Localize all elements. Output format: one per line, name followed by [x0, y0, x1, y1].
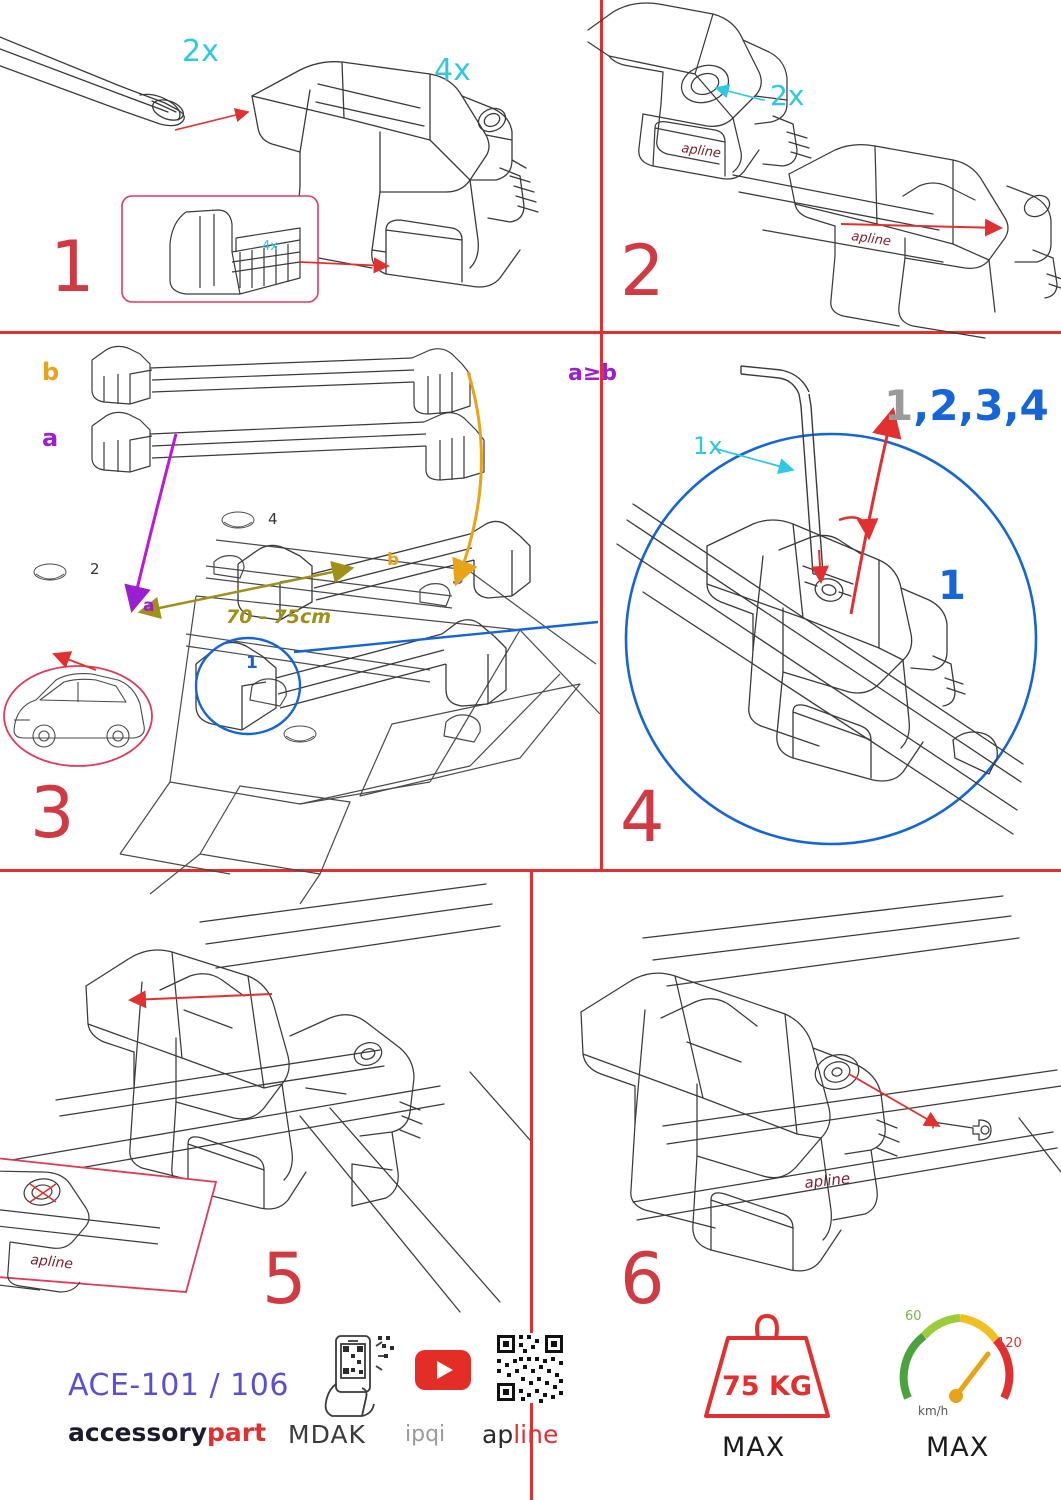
apline-line-text: line [513, 1420, 559, 1449]
svg-text:3: 3 [452, 569, 464, 589]
step-3-arrow-b-label: b [387, 550, 400, 570]
step-1-qty-foot: 4x [434, 53, 471, 88]
max-weight-icon [692, 1310, 842, 1420]
max-weight-value: 75 KG [721, 1371, 813, 1402]
brand-part-text: part [207, 1418, 267, 1447]
svg-text:apline: apline [29, 1252, 74, 1273]
step-3-arrow-a-label: a [143, 596, 155, 616]
svg-text:apline: apline [803, 1169, 851, 1192]
brand-accessory-text: accessory [68, 1418, 208, 1447]
step-4-sequence-first: 1 [884, 381, 914, 430]
apline-ap-text: ap [482, 1420, 514, 1449]
step-3-bar-a-label: a [42, 424, 59, 452]
step-4-order-first: 1 [938, 563, 966, 609]
max-speed-label: MAX [926, 1432, 990, 1463]
step-3-bar-b-label: b [42, 358, 60, 386]
svg-text:1: 1 [246, 653, 258, 673]
max-weight-label: MAX [722, 1432, 786, 1463]
step-4-condition-label: a≥b [568, 361, 618, 386]
step-6-number: 6 [620, 1238, 666, 1320]
step-4-number: 4 [620, 776, 666, 858]
svg-text:apline: apline [680, 141, 722, 162]
svg-text:2: 2 [90, 560, 100, 578]
product-code: ACE-101 / 106 [68, 1368, 289, 1403]
step-2-number: 2 [620, 230, 666, 312]
step-3-spacing-dimension: 70 - 75cm [226, 606, 332, 628]
step-2-qty-label: 2x [770, 79, 805, 112]
step-4-sequence-rest: ,2,3,4 [913, 381, 1049, 430]
svg-text:4x: 4x [262, 239, 278, 254]
youtube-icon[interactable] [415, 1350, 471, 1390]
apline-logo [482, 1420, 558, 1449]
step-5-number: 5 [262, 1238, 308, 1320]
ipqi-logo: ipqi [405, 1422, 446, 1447]
speed-max-tick: 120 [997, 1336, 1022, 1351]
step-1-qty-bar: 2x [182, 34, 219, 69]
phone-qr-scan-icon [322, 1332, 400, 1418]
step-4-qty-label: 1x [693, 432, 723, 460]
svg-text:apline: apline [850, 229, 892, 250]
step-3-number: 3 [30, 772, 76, 854]
mdak-logo: MDAK [288, 1420, 366, 1449]
step-4-sequence [884, 381, 1049, 430]
brand-accessorypart [68, 1418, 266, 1447]
step-1-number: 1 [50, 226, 96, 308]
step-2-illustration [603, 0, 1061, 331]
speed-min-tick: 60 [905, 1309, 922, 1324]
step-6-illustration [533, 872, 1061, 1322]
qr-code-icon[interactable] [495, 1333, 565, 1403]
svg-text:4: 4 [268, 510, 278, 528]
step-3-illustration [0, 334, 600, 869]
speed-unit-label: km/h [918, 1404, 949, 1418]
